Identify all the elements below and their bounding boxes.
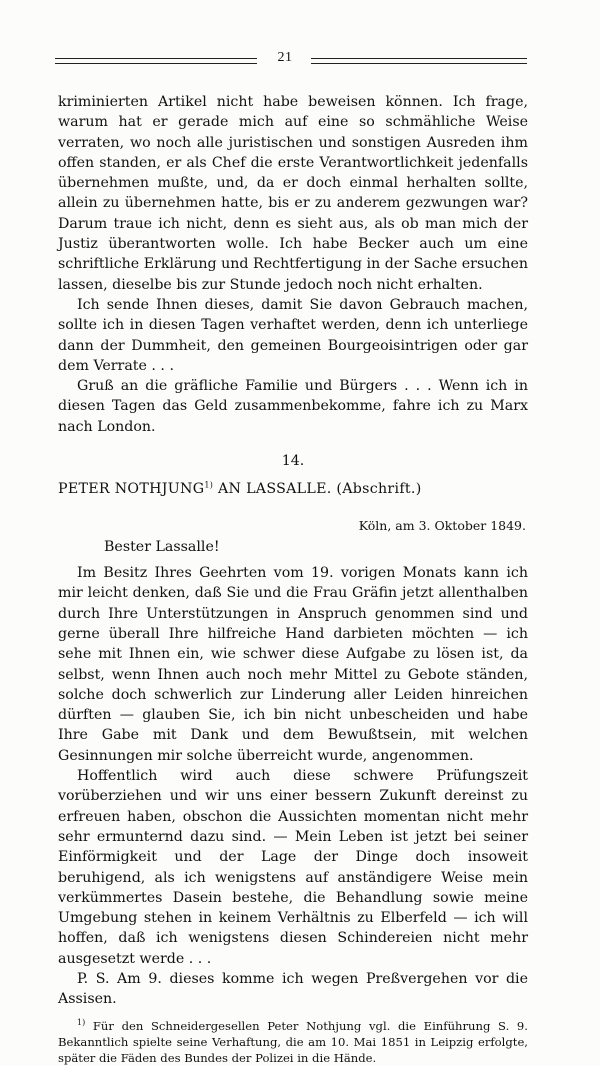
letter-greeting: Bester Lassalle!: [104, 539, 220, 556]
section-number: 14.: [281, 453, 305, 470]
letter-postscript: P. S. Am 9. dieses komme ich wegen Preßvergehen vor die Assisen.: [58, 970, 528, 1008]
letter-dateline: Köln, am 3. Oktober 1849.: [358, 518, 526, 534]
footnote-text: Für den Schneidergesellen Peter Nothjung vgl. die Einführung S. 9. Bekanntlich spielte seine Verhaftung, die am 10. Mai 1851 in Leipzig erfolgte, später die Fäden des Bundes der Polizei in die Hände.: [58, 1018, 528, 1065]
footnote-marker: 1): [77, 1017, 86, 1027]
footnote-reference: 1): [204, 480, 214, 490]
paragraph: Ich sende Ihnen dieses, damit Sie davon Gebrauch machen, sollte ich in diesen Tagen verhaftet werden, denn ich unterliege dann der Dummheit, den gemeinen Bourgeoisintrigen oder gar dem Verrate . . .: [58, 296, 528, 374]
paragraph-continuation: kriminierten Artikel nicht habe beweisen können. Ich frage, warum hat er gerade mich auf eine so schmähliche Weise verraten, wo noch alle juristischen und sonstigen Ausreden ihm offen standen, er als Chef die erste Verantwortlichkeit jedenfalls übernehmen mußte, und, da er doch einmal herhalten sollte, allein zu übernehmen hatte, bis er zu anderem gezwungen war? Darum traue ich nicht, denn es sieht aus, als ob man mich der Justiz überantworten wolle. Ich habe Becker auch um eine schriftliche Erklärung und Rechtfertigung in der Sache ersuchen lassen, dieselbe bis zur Stunde jedoch noch nicht erhalten.: [58, 94, 528, 293]
section-title-name: PETER NOTHJUNG: [58, 481, 205, 498]
header-rule-left: [55, 58, 257, 64]
letter-paragraph: Hoffentlich wird auch diese schwere Prüfungszeit vorüberziehen und wir uns einer bessern Zukunft dereinst zu erfreuen haben, obschon die Aussichten momentan nicht mehr sehr ermunternd dazu sind. — Mein Leben ist jetzt bei seiner Einförmigkeit und der Lage der Dinge doch insoweit beruhigend, als ich wenigstens auf anständigere Weise mein verkümmertes Dasein bestehe, die Behandlung sowie meine Umgebung stehen in keinem Verhältnis zu Elberfeld — ich will hoffen, daß ich wenigstens diesen Schindereien nicht mehr ausgesetzt werde . . .: [58, 768, 528, 967]
page-number: 21: [277, 50, 293, 65]
header-rule-right: [311, 58, 527, 64]
letter-paragraph: Im Besitz Ihres Geehrten vom 19. vorigen Monats kann ich mir leicht denken, daß Sie und die Frau Gräfin jetzt allenthalben durch Ihre Unterstützungen in Anspruch genommen sind und gerne überall Ihre hilfreiche Hand darbieten möchten — ich sehe mit Ihnen ein, wie schwer diese Aufgabe zu lösen ist, da selbst, wenn Ihnen auch noch mehr Mittel zu Gebote ständen, solche doch schwerlich zur Linderung aller Leiden hinreichen dürften — glauben Sie, ich bin nicht unbescheiden und habe Ihre Gabe mit Dank und dem Bewußtsein, mit welchen Gesinnungen mir solche überreicht wurde, angenommen.: [58, 565, 528, 764]
section-title: [58, 479, 528, 499]
paragraph: Gruß an die gräfliche Familie und Bürgers . . . Wenn ich in diesen Tagen das Geld zusammenbekomme, fahre ich zu Marx nach London.: [58, 378, 528, 435]
section-title-rest: AN LASSALLE. (Abschrift.): [213, 481, 422, 498]
page-header: [55, 51, 527, 69]
footnote: [58, 1018, 528, 1066]
page-body: [58, 92, 528, 1066]
